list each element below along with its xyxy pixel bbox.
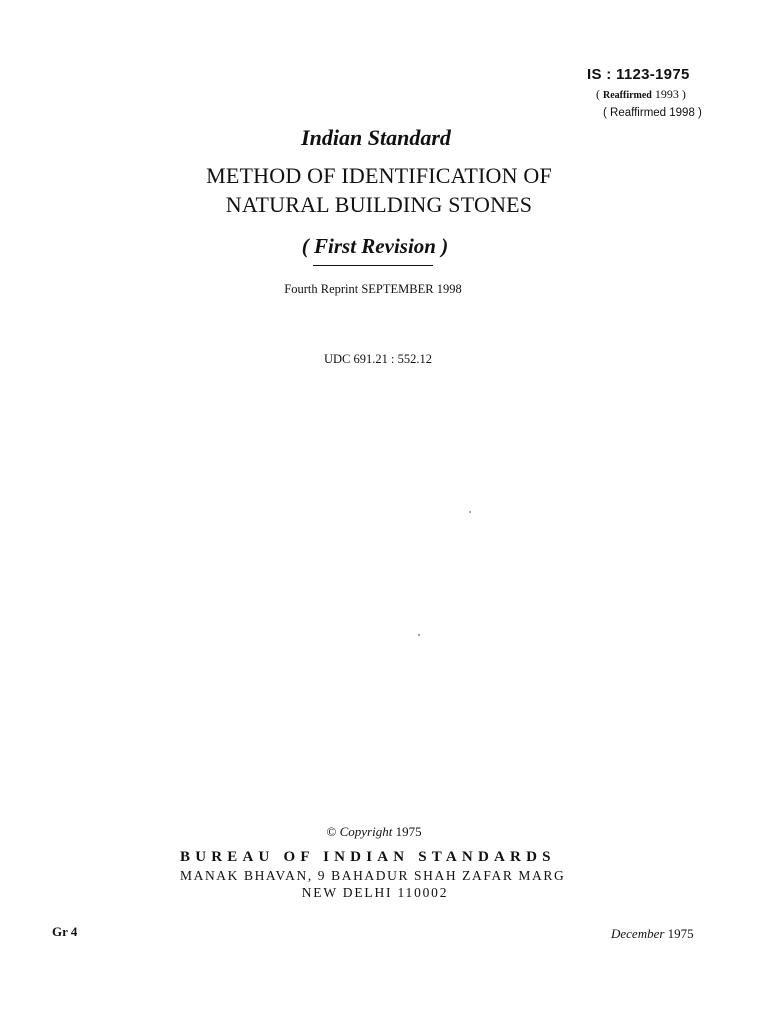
price-grade: Gr 4 (52, 924, 78, 939)
reaffirmed-note-1998: ( Reaffirmed 1998 ) (603, 107, 702, 119)
copyright-year: 1975 (395, 824, 422, 839)
scan-speck (418, 634, 420, 636)
reprint-note: Fourth Reprint SEPTEMBER 1998 (284, 282, 462, 296)
scan-speck (469, 511, 471, 513)
publisher-name: BUREAU OF INDIAN STANDARDS (180, 849, 556, 865)
revision-label: ( First Revision ) (301, 234, 449, 258)
copyright-word: Copyright (339, 824, 393, 839)
udc-code: UDC 691.21 : 552.12 (324, 352, 432, 366)
copyright-line (0, 824, 748, 840)
publication-year: 1975 (667, 926, 694, 941)
publication-month: December (611, 926, 665, 941)
document-title-line-1: METHOD OF IDENTIFICATION OF (206, 163, 552, 188)
document-title-line-2: NATURAL BUILDING STONES (225, 192, 533, 217)
copyright-symbol: © (326, 824, 337, 839)
reaffirmed-word: Reaffirmed (603, 90, 652, 101)
revision-underline (313, 265, 433, 266)
publisher-city: NEW DELHI 110002 (301, 885, 449, 900)
reaffirmed-year: 1993 (654, 87, 679, 101)
publication-date (611, 926, 694, 942)
standard-label: Indian Standard (301, 125, 451, 150)
reaffirmed-note-1993: ( Reaffirmed 1993 ) (596, 87, 686, 101)
standard-number: IS : 1123-1975 (587, 66, 690, 83)
publisher-address: MANAK BHAVAN, 9 BAHADUR SHAH ZAFAR MARG (180, 868, 566, 883)
